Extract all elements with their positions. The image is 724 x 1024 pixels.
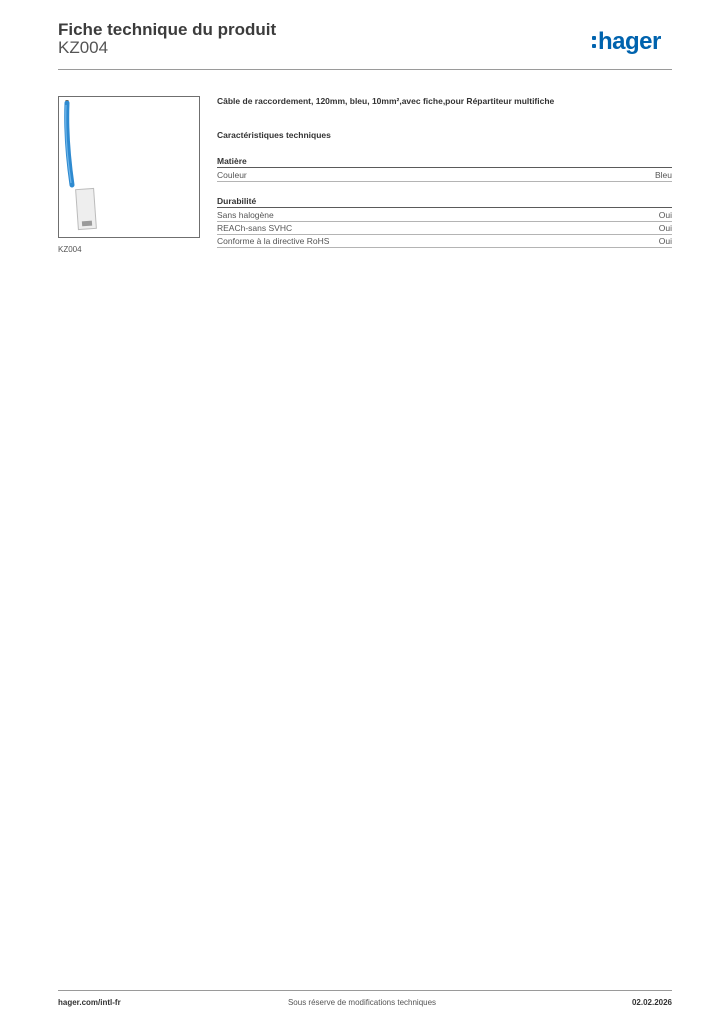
spec-row — [217, 235, 672, 248]
spec-value: Bleu — [654, 170, 672, 180]
footer-website-link[interactable]: hager.com/intl-fr — [58, 998, 121, 1007]
section-title: Matière — [217, 155, 672, 168]
spec-label: REACh-sans SVHC — [217, 223, 293, 233]
image-caption: KZ004 — [58, 245, 82, 254]
logo-text: hager — [598, 28, 661, 55]
spec-label: Sans halogène — [217, 210, 274, 220]
cable-plug-slot — [82, 221, 92, 227]
spec-row — [217, 222, 672, 235]
logo-colon-icon — [592, 31, 596, 53]
section-title: Durabilité — [217, 195, 672, 208]
spec-value: Oui — [658, 210, 672, 220]
footer-disclaimer: Sous réserve de modifications techniques — [287, 998, 437, 1007]
product-reference: KZ004 — [58, 38, 109, 57]
spec-row — [217, 169, 672, 182]
spec-value: Oui — [658, 223, 672, 233]
header-divider — [58, 69, 672, 70]
spec-section-matiere — [217, 155, 672, 182]
spec-section-durabilite — [217, 195, 672, 248]
spec-label: Conforme à la directive RoHS — [217, 236, 330, 246]
hager-logo — [592, 30, 661, 54]
spec-value: Oui — [658, 236, 672, 246]
spec-row — [217, 209, 672, 222]
product-description: Câble de raccordement, 120mm, bleu, 10mm²,avec fiche,pour Répartiteur multifiche — [217, 96, 555, 106]
product-image — [58, 96, 200, 238]
footer-date: 02.02.2026 — [631, 998, 672, 1007]
spec-table — [217, 155, 672, 261]
spec-label: Couleur — [217, 170, 247, 180]
footer-divider — [58, 990, 672, 991]
tech-specs-heading: Caractéristiques techniques — [217, 130, 331, 140]
page-title: Fiche technique du produit — [58, 20, 277, 39]
cable-illustration — [59, 97, 201, 239]
